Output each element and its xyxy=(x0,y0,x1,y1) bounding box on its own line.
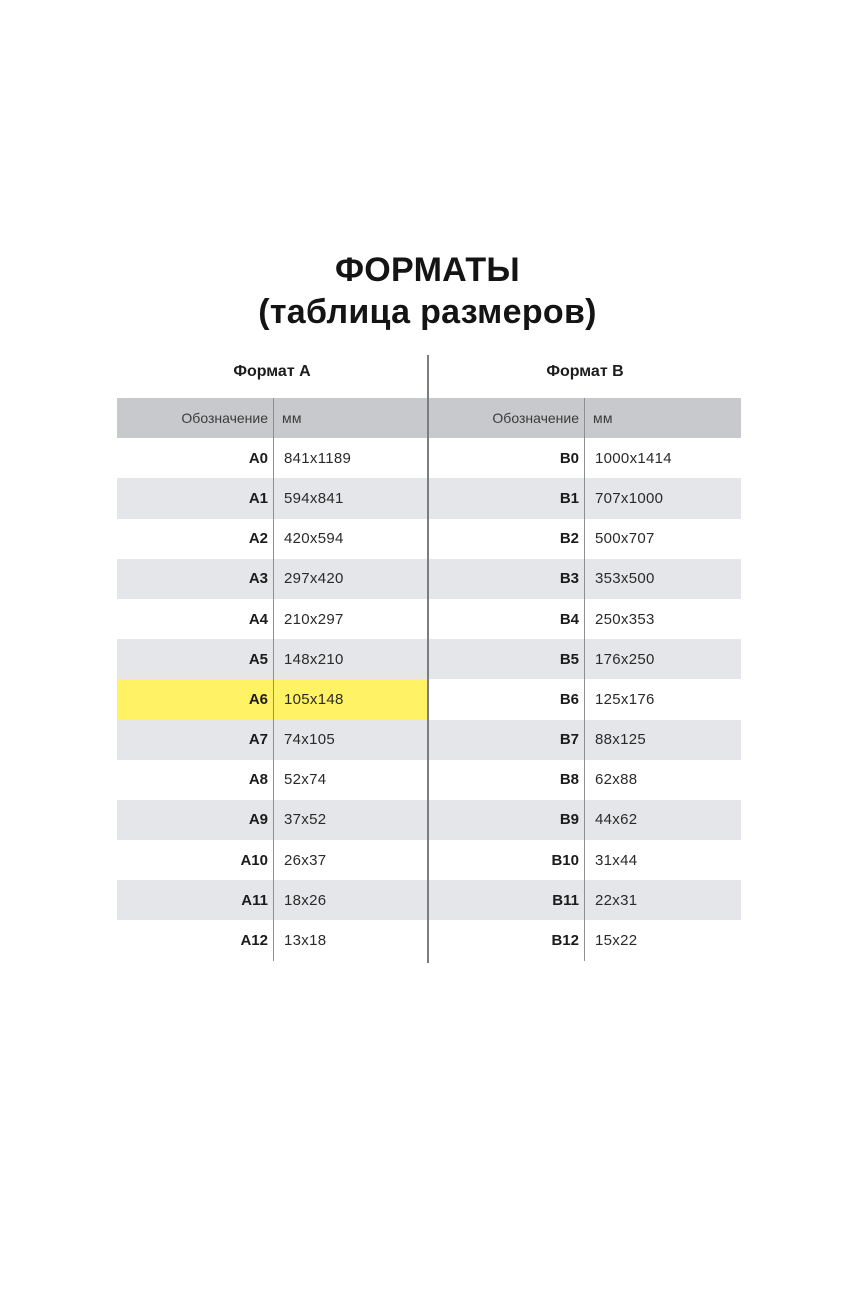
table-row xyxy=(429,720,741,760)
format-b-heading: Формат В xyxy=(546,363,624,380)
format-size: 841x1189 xyxy=(284,449,352,467)
format-size: 13x18 xyxy=(284,932,327,950)
format-code: A0 xyxy=(117,438,274,478)
table-row xyxy=(429,438,741,478)
format-code: B11 xyxy=(429,880,585,920)
format-b-table xyxy=(429,358,741,961)
table-row xyxy=(117,438,427,478)
format-size: 105x148 xyxy=(284,690,344,708)
page-title: ФОРМАТЫ xyxy=(334,251,521,289)
format-code: B7 xyxy=(429,720,585,760)
table-row xyxy=(429,559,741,599)
table-row xyxy=(429,800,741,840)
format-size: 353x500 xyxy=(595,570,655,588)
format-code: A7 xyxy=(117,720,274,760)
format-size: 594x841 xyxy=(284,489,344,507)
format-size: 707x1000 xyxy=(595,489,664,507)
table-row xyxy=(117,800,427,840)
table-row xyxy=(117,720,427,760)
column-header-mm: мм xyxy=(593,410,613,427)
format-size: 125x176 xyxy=(595,690,655,708)
format-size: 297x420 xyxy=(284,570,344,588)
format-code: A10 xyxy=(117,840,274,880)
format-code: A6 xyxy=(117,679,274,719)
format-size: 500x707 xyxy=(595,530,655,548)
format-code: A12 xyxy=(117,920,274,960)
format-code: B6 xyxy=(429,679,585,719)
table-row xyxy=(429,880,741,920)
format-code: A3 xyxy=(117,559,274,599)
table-row-highlighted xyxy=(117,679,427,719)
table-row xyxy=(117,478,427,518)
table-row xyxy=(117,760,427,800)
table-row xyxy=(117,639,427,679)
format-b-header-row xyxy=(429,398,741,438)
format-code: B2 xyxy=(429,519,585,559)
table-row xyxy=(117,840,427,880)
format-size: 26x37 xyxy=(284,851,327,869)
table-row xyxy=(429,679,741,719)
format-size: 62x88 xyxy=(595,771,638,789)
format-code: B5 xyxy=(429,639,585,679)
format-size: 74x105 xyxy=(284,731,336,749)
table-row xyxy=(117,559,427,599)
table-row xyxy=(429,599,741,639)
format-size: 22x31 xyxy=(595,891,638,909)
format-a-heading: Формат А xyxy=(233,363,311,380)
column-header-designation: Обозначение xyxy=(117,398,274,438)
format-code: A8 xyxy=(117,760,274,800)
format-size: 18x26 xyxy=(284,891,327,909)
format-size: 31x44 xyxy=(595,851,638,869)
format-code: B3 xyxy=(429,559,585,599)
format-code: B1 xyxy=(429,478,585,518)
format-code: A5 xyxy=(117,639,274,679)
table-row xyxy=(429,760,741,800)
format-code: B9 xyxy=(429,800,585,840)
format-size: 176x250 xyxy=(595,650,655,668)
format-size: 37x52 xyxy=(284,811,327,829)
column-header-designation: Обозначение xyxy=(429,398,585,438)
page-subtitle: (таблица размеров) xyxy=(258,293,597,331)
format-code: B10 xyxy=(429,840,585,880)
table-row xyxy=(429,920,741,960)
format-a-table xyxy=(117,358,427,961)
format-size: 210x297 xyxy=(284,610,344,628)
table-row xyxy=(429,478,741,518)
table-row xyxy=(429,840,741,880)
format-code: A4 xyxy=(117,599,274,639)
format-a-header-row xyxy=(117,398,427,438)
format-size: 88x125 xyxy=(595,731,647,749)
format-size: 1000x1414 xyxy=(595,449,672,467)
format-code: A1 xyxy=(117,478,274,518)
format-size: 250x353 xyxy=(595,610,655,628)
format-code: B12 xyxy=(429,920,585,960)
format-code: A2 xyxy=(117,519,274,559)
format-code: B0 xyxy=(429,438,585,478)
format-code: B8 xyxy=(429,760,585,800)
format-code: B4 xyxy=(429,599,585,639)
table-row xyxy=(429,519,741,559)
format-size: 148x210 xyxy=(284,650,344,668)
table-row xyxy=(117,599,427,639)
format-size: 15x22 xyxy=(595,932,638,950)
format-size: 52x74 xyxy=(284,771,327,789)
table-row xyxy=(117,519,427,559)
format-code: A11 xyxy=(117,880,274,920)
format-size: 420x594 xyxy=(284,530,344,548)
table-row xyxy=(117,920,427,960)
table-row xyxy=(429,639,741,679)
table-row xyxy=(117,880,427,920)
format-code: A9 xyxy=(117,800,274,840)
format-size: 44x62 xyxy=(595,811,638,829)
column-header-mm: мм xyxy=(282,410,302,427)
